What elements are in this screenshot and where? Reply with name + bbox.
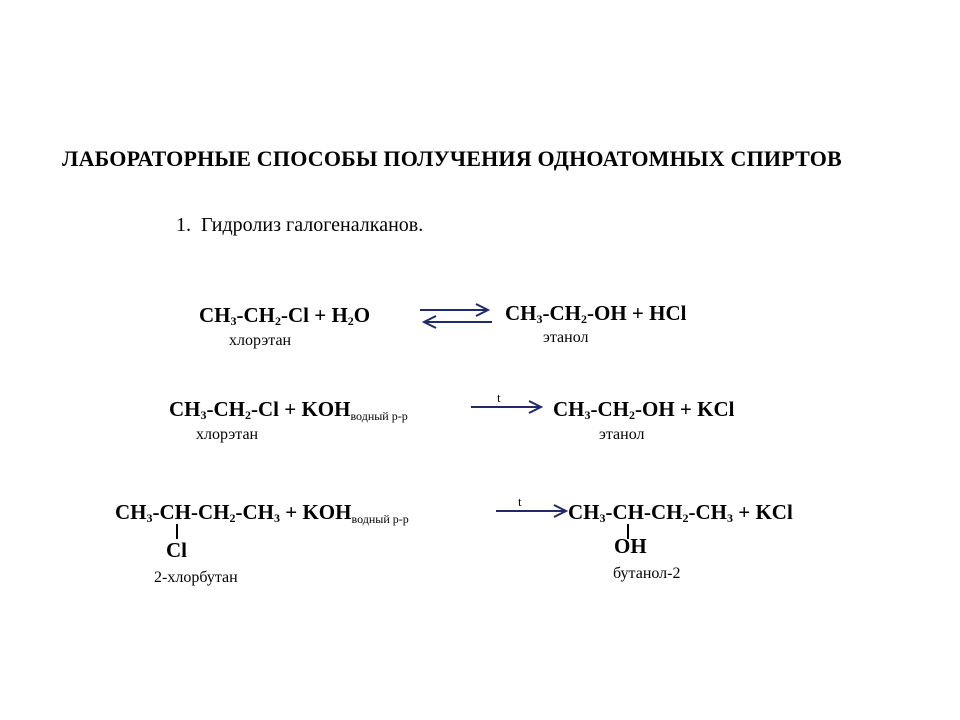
- reactant-substituent: Cl: [166, 538, 187, 562]
- reaction1-reactant-label: хлорэтан: [229, 332, 292, 349]
- heat-label: t: [518, 494, 522, 509]
- reaction3-products: $CH_3-CH-CH_2-CH_3$ + KCl: [568, 500, 793, 525]
- reaction1-product-label: этанол: [543, 329, 589, 346]
- reaction2-reactants: $CH_3-CH_2-Cl$ + KOHводный р-р: [169, 397, 408, 423]
- section-heading: [176, 214, 423, 237]
- reaction2-reactant-label: хлорэтан: [196, 426, 259, 443]
- reaction3-reactants: $CH_3-CH-CH_2-CH_3$ + KOHводный р-р: [115, 500, 409, 526]
- section-text: Гидролиз галогеналканов.: [201, 214, 424, 236]
- section-number: 1.: [176, 214, 191, 236]
- page-title: ЛАБОРАТОРНЫЕ СПОСОБЫ ПОЛУЧЕНИЯ ОДНОАТОМНЫХ СПИРТОВ: [62, 146, 842, 171]
- reaction3-arrow: [494, 494, 572, 518]
- heat-label: t: [497, 390, 501, 405]
- reaction2-products: $CH_3-CH_2-OH$ + KCl: [553, 397, 735, 422]
- reaction1-reactants: $CH_3-CH_2-Cl + H_2O$: [199, 303, 371, 328]
- reaction2-arrow: [469, 390, 547, 414]
- product-substituent: OH: [614, 534, 647, 558]
- reaction3-product-label: бутанол-2: [613, 565, 681, 582]
- equilibrium-arrow: [416, 304, 496, 328]
- reactant-bond-line: [176, 524, 178, 539]
- reaction2-product-label: этанол: [599, 426, 645, 443]
- reaction3-reactant-label: 2-хлорбутан: [154, 569, 238, 586]
- reaction1-products: $CH_3-CH_2-OH$ + HCl: [505, 301, 687, 326]
